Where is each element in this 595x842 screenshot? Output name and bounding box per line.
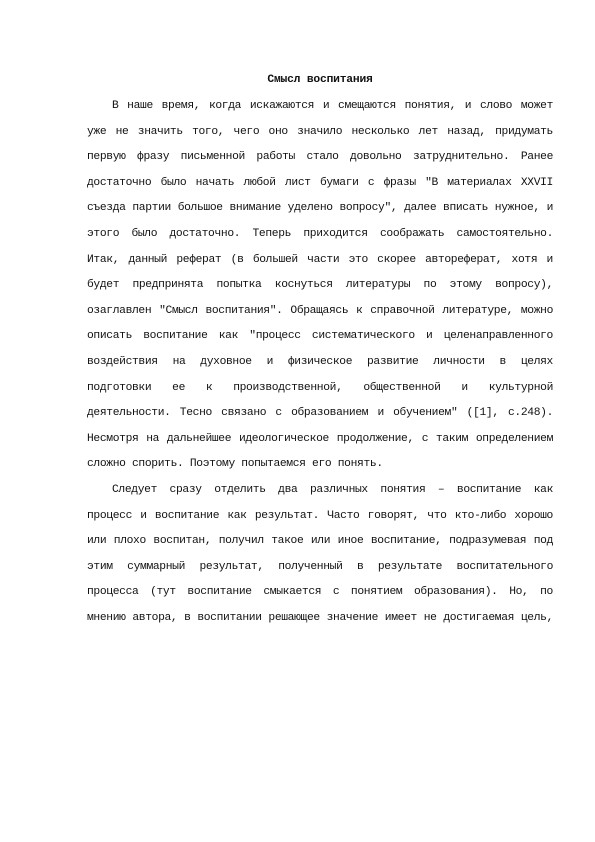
paragraph-2: Следует сразу отделить два различных понятия – воспитание как процесс и воспитание как результат. Часто говорят, что кто-либо хорошо или плохо воспитан, получил такое или иное воспитание, подразумевая под этим суммарный результат, полученный в результате воспитательного процесса (тут воспитание смыкается с понятием образования). Но, по мнению автора, в воспитании решающее значение имеет не достигаемая цель, <box>87 483 553 624</box>
document-title: Смысл воспитания <box>267 74 373 86</box>
paragraph-1: В наше время, когда искажаются и смещаются понятия, и слово может уже не значить того, чего оно значило несколько лет назад, придумать первую фразу письменной работы стало довольно затруднительно. Ранее достаточно было начать любой лист бумаги с фразы "В материалах XXVII съезда партии большое внимание уделено вопросу", далее вписать нужное, и этого было достаточно. Теперь приходится соображать самостоятельно. Итак, данный реферат (в большей части это скорее автореферат, хотя и будет предпринята попытка коснуться литературы по этому вопросу), озаглавлен "Смысл воспитания". Обращаясь к справочной литературе, можно описать воспитание как "процесс систематического и целенаправленного воздействия на духовное и физическое развитие личности в целях подготовки ее к производственной, общественной и культурной деятельности. Тесно связано с образованием и обучением" ([1], с.248). Несмотря на дальнейшее идеологическое продолжение, с таким определением сложно спорить. Поэтому попытаемся его понять. <box>87 100 553 471</box>
document-page <box>87 70 553 631</box>
